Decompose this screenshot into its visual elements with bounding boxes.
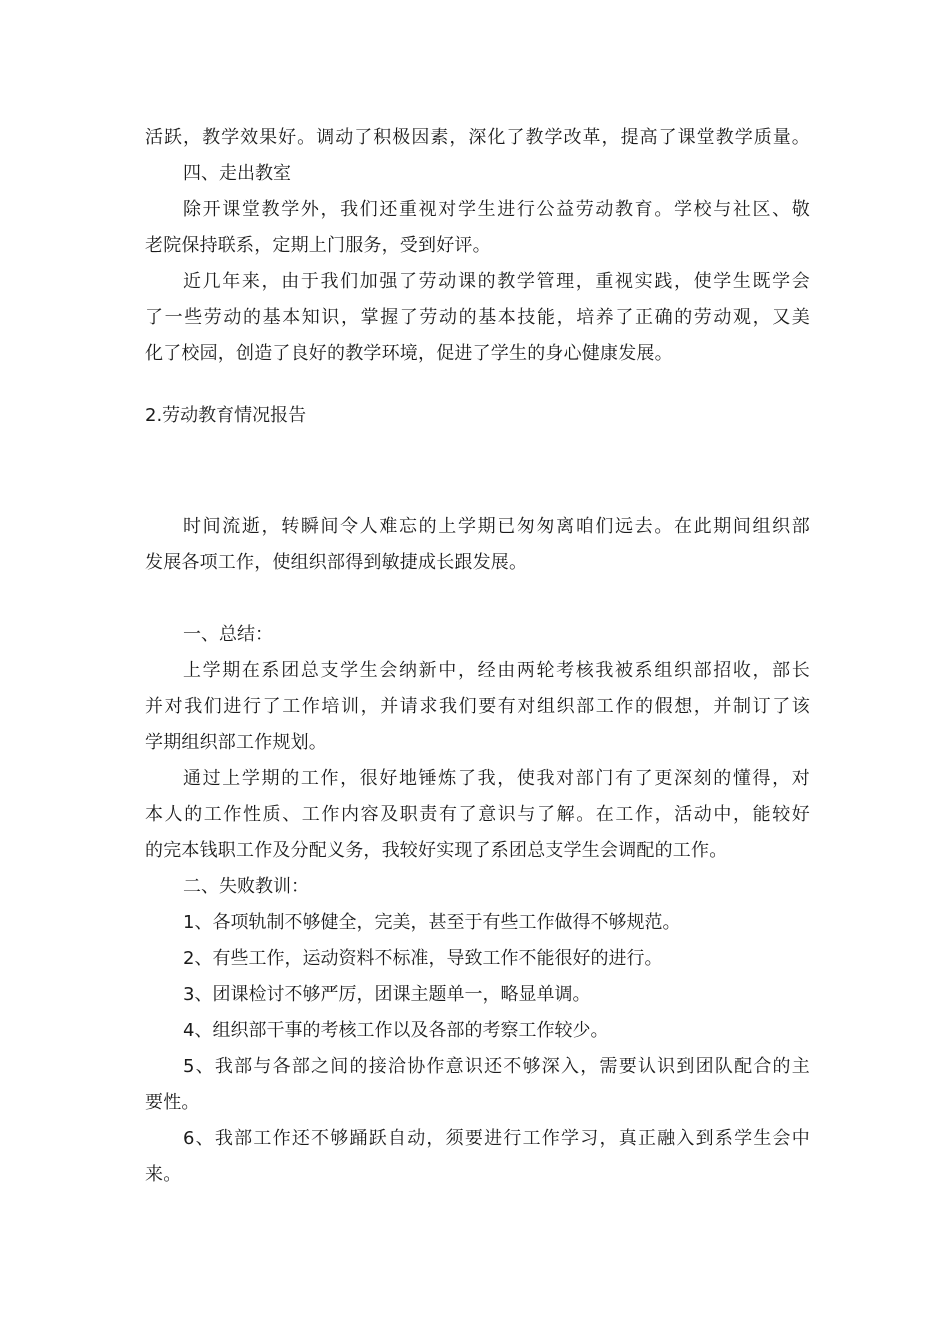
intro-paragraph-line-1: 时间流逝，转瞬间令人难忘的上学期已匆匆离咱们远去。在此期间组织部 (183, 516, 810, 537)
lesson-item-4: 4、组织部干事的考核工作以及各部的考察工作较少。 (183, 1020, 609, 1041)
lesson-item-6-line-2: 来。 (145, 1164, 182, 1185)
lesson-item-6-line-1: 6、我部工作还不够踊跃自动，须要进行工作学习，真正融入到系学生会中 (183, 1128, 810, 1149)
lessons-heading: 二、失败教训： (183, 876, 309, 897)
lesson-item-1: 1、各项轨制不够健全，完美，甚至于有些工作做得不够规范。 (183, 912, 681, 933)
summary-paragraph-2-line-3: 的完本钱职工作及分配义务，我较好实现了系团总支学生会调配的工作。 (145, 840, 728, 861)
intro-paragraph-line-2: 发展各项工作，使组织部得到敏捷成长跟发展。 (145, 552, 528, 573)
paragraph-continuation-line: 活跃，教学效果好。调动了积极因素，深化了教学改革，提高了课堂教学质量。 (145, 127, 810, 148)
lesson-item-3: 3、团课检讨不够严厉，团课主题单一，略显单调。 (183, 984, 591, 1005)
heading-go-out-of-classroom: 四、走出教室 (183, 163, 291, 184)
paragraph-recent-years-line-3: 化了校园，创造了良好的教学环境，促进了学生的身心健康发展。 (145, 343, 673, 364)
paragraph-public-labor-line-1: 除开课堂教学外，我们还重视对学生进行公益劳动教育。学校与社区、敬 (183, 199, 810, 220)
paragraph-recent-years-line-1: 近几年来，由于我们加强了劳动课的教学管理，重视实践，使学生既学会 (183, 271, 810, 292)
paragraph-recent-years-line-2: 了一些劳动的基本知识，掌握了劳动的基本技能，培养了正确的劳动观，又美 (145, 307, 810, 328)
summary-paragraph-2-line-2: 本人的工作性质、工作内容及职责有了意识与了解。在工作，活动中，能较好 (145, 804, 810, 825)
paragraph-public-labor-line-2: 老院保持联系，定期上门服务，受到好评。 (145, 235, 491, 256)
lesson-item-5-line-1: 5、我部与各部之间的接洽协作意识还不够深入，需要认识到团队配合的主 (183, 1056, 810, 1077)
lesson-item-2: 2、有些工作，运动资料不标准，导致工作不能很好的进行。 (183, 948, 663, 969)
lesson-item-5-line-2: 要性。 (145, 1092, 200, 1113)
summary-paragraph-2-line-1: 通过上学期的工作，很好地锤炼了我，使我对部门有了更深刻的懂得，对 (183, 768, 810, 789)
summary-heading: 一、总结： (183, 624, 273, 645)
summary-paragraph-1-line-2: 并对我们进行了工作培训，并请求我们要有对组织部工作的假想，并制订了该 (145, 696, 810, 717)
summary-paragraph-1-line-1: 上学期在系团总支学生会纳新中，经由两轮考核我被系组织部招收，部长 (183, 660, 810, 681)
document-page (145, 120, 810, 1193)
report-title: 2.劳动教育情况报告 (145, 405, 307, 426)
summary-paragraph-1-line-3: 学期组织部工作规划。 (145, 732, 327, 753)
